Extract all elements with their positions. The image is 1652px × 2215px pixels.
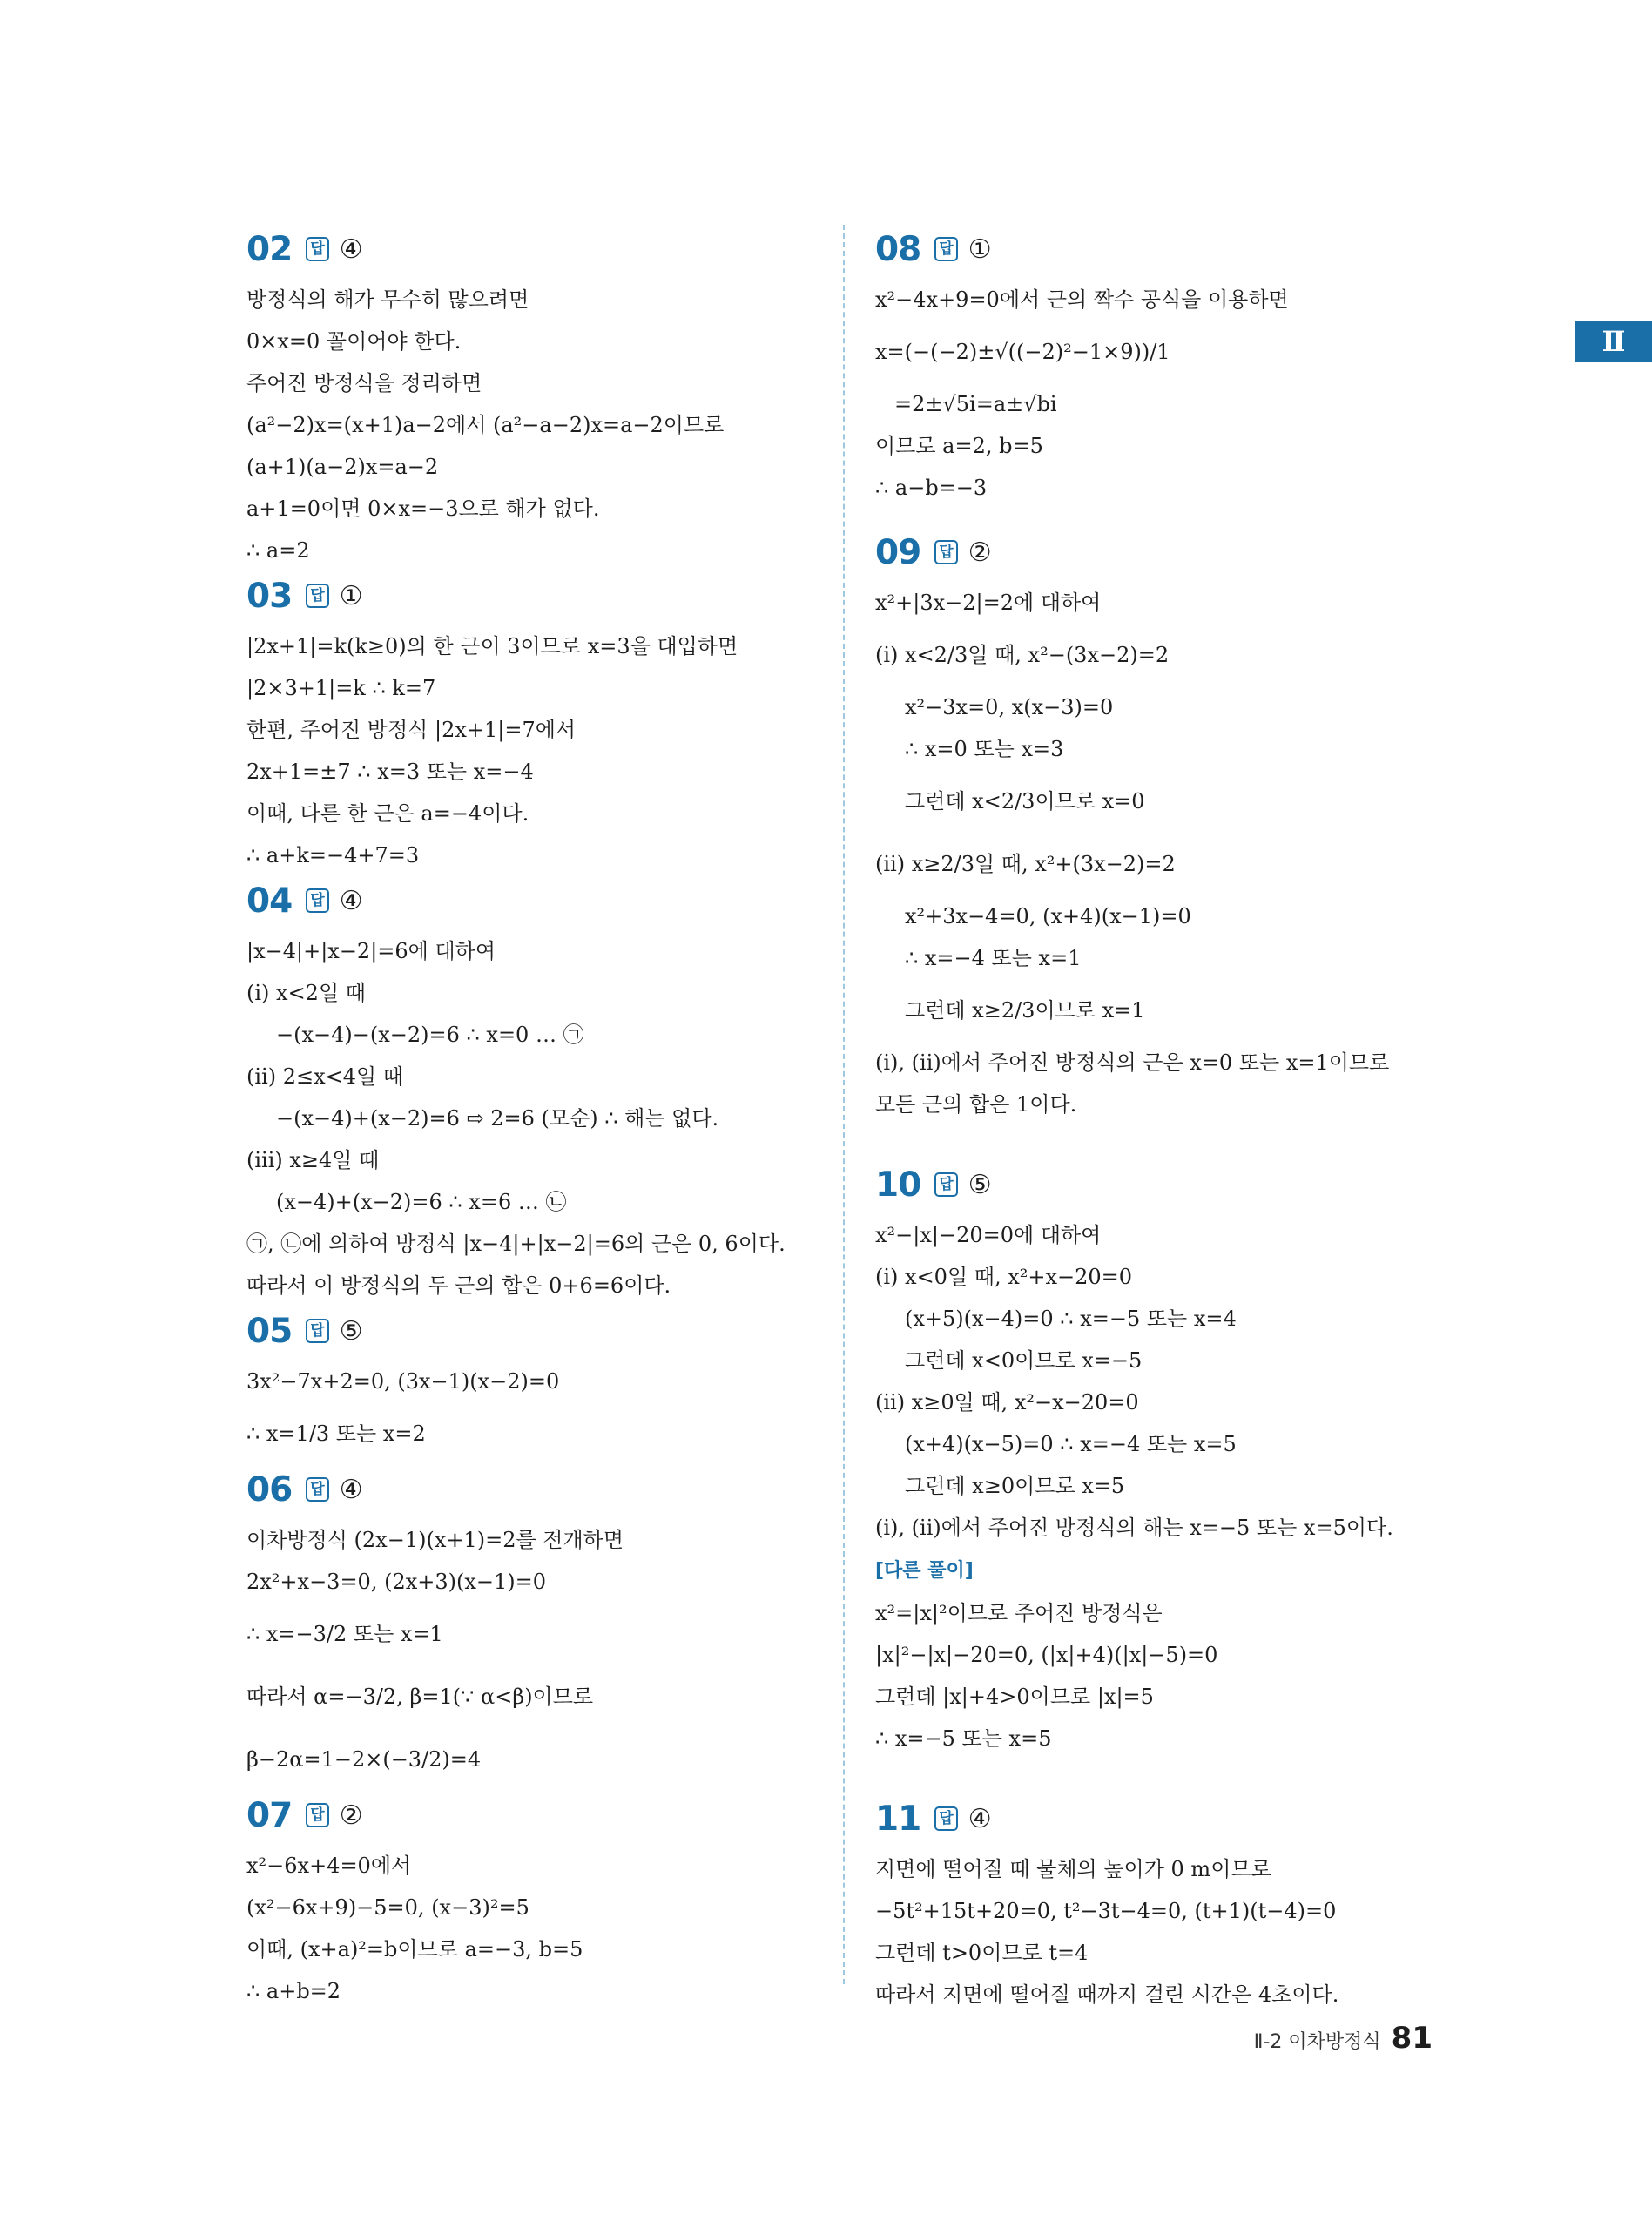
answer-badge: 답 <box>306 1319 328 1343</box>
solution-line: 한편, 주어진 방정식 |2x+1|=7에서 <box>246 718 577 742</box>
solution-line: 따라서 α=−3/2, β=1(∵ α<β)이므로 <box>246 1685 594 1709</box>
solution-line: 주어진 방정식을 정리하면 <box>246 371 482 395</box>
solution-line: (ⅲ) x≥4일 때 <box>246 1148 380 1172</box>
solution-line: 방정식의 해가 무수히 많으려면 <box>246 287 529 312</box>
problem-03 <box>246 571 813 876</box>
solution-line: −(x−4)−(x−2)=6 ∴ x=0 … ㉠ <box>276 1023 584 1047</box>
solution-line: (x²−6x+9)−5=0, (x−3)²=5 <box>246 1895 529 1920</box>
chapter-label: Ⅱ-2 이차방정식 <box>1253 2031 1381 2053</box>
left-column <box>246 225 813 2012</box>
answer-badge: 답 <box>306 237 328 261</box>
solution-line: (ⅰ) x<0일 때, x²+x−20=0 <box>875 1265 1133 1289</box>
answer-choice: ② <box>339 1800 363 1831</box>
problem-06 <box>246 1465 813 1791</box>
solution-line: x=(−(−2)±√((−2)²−1×9))/1 <box>875 340 1170 364</box>
answer-choice: ④ <box>339 233 363 265</box>
solution-line: (ⅱ) x≥2/3일 때, x²+(3x−2)=2 <box>875 852 1176 876</box>
problem-08 <box>875 225 1433 509</box>
solution-line: 따라서 이 방정식의 두 근의 합은 0+6=6이다. <box>246 1273 671 1298</box>
solution-line: |x−4|+|x−2|=6에 대하여 <box>246 939 496 963</box>
solution-line: |x|²−|x|−20=0, (|x|+4)(|x|−5)=0 <box>875 1643 1218 1667</box>
solution-line: 0×x=0 꼴이어야 한다. <box>246 329 462 354</box>
page-footer <box>1254 2021 1433 2056</box>
solution-line: 이때, (x+a)²=b이므로 a=−3, b=5 <box>246 1937 583 1962</box>
solution-line: (x−4)+(x−2)=6 ∴ x=6 … ㉡ <box>276 1190 567 1214</box>
answer-choice: ② <box>968 537 992 568</box>
solution-line: ∴ x=−5 또는 x=5 <box>875 1726 1052 1751</box>
alternate-solution-label: [다른 풀이] <box>875 1560 974 1582</box>
problem-09 <box>875 528 1433 1125</box>
solution-line: 그런데 t>0이므로 t=4 <box>875 1941 1089 1965</box>
solution-line: x²=|x|²이므로 주어진 방정식은 <box>875 1601 1163 1625</box>
solution-line: 그런데 x<2/3이므로 x=0 <box>905 789 1145 814</box>
solution-line: |2×3+1|=k ∴ k=7 <box>246 676 436 700</box>
solution-line: ㉠, ㉡에 의하여 방정식 |x−4|+|x−2|=6의 근은 0, 6이다. <box>246 1232 786 1256</box>
solution-line: −5t²+15t+20=0, t²−3t−4=0, (t+1)(t−4)=0 <box>875 1899 1337 1923</box>
answer-choice: ⑤ <box>968 1169 992 1200</box>
solution-line: x²+3x−4=0, (x+4)(x−1)=0 <box>905 904 1191 929</box>
solution-line: 3x²−7x+2=0, (3x−1)(x−2)=0 <box>246 1369 560 1394</box>
solution-line: 2x²+x−3=0, (2x+3)(x−1)=0 <box>246 1570 547 1594</box>
solution-line: x²−4x+9=0에서 근의 짝수 공식을 이용하면 <box>875 287 1289 312</box>
solution-line: 따라서 지면에 떨어질 때까지 걸린 시간은 4초이다. <box>875 1982 1339 2007</box>
solution-line: (ⅰ) x<2/3일 때, x²−(3x−2)=2 <box>875 643 1170 667</box>
answer-badge: 답 <box>306 888 328 913</box>
answer-choice: ① <box>339 580 363 611</box>
solution-line: ∴ x=0 또는 x=3 <box>905 737 1064 761</box>
solution-line: 2x+1=±7 ∴ x=3 또는 x=−4 <box>246 760 534 784</box>
solution-line: ∴ a+b=2 <box>246 1979 341 2003</box>
solution-line: (ⅱ) 2≤x<4일 때 <box>246 1064 403 1089</box>
problem-number: 11 <box>875 1799 921 1839</box>
problem-11 <box>875 1794 1433 2016</box>
problem-07 <box>246 1791 813 2012</box>
solution-line: x²+|3x−2|=2에 대하여 <box>875 591 1102 615</box>
solution-line: ∴ a=2 <box>246 538 310 563</box>
answer-choice: ④ <box>339 1474 363 1505</box>
solution-line: ∴ x=1/3 또는 x=2 <box>246 1422 426 1446</box>
solution-line: x²−3x=0, x(x−3)=0 <box>905 695 1114 719</box>
solution-line: 이때, 다른 한 근은 a=−4이다. <box>246 801 529 826</box>
column-divider <box>843 225 845 1984</box>
solution-line: 그런데 x≥2/3이므로 x=1 <box>905 998 1145 1023</box>
solution-line: 모든 근의 합은 1이다. <box>875 1092 1077 1117</box>
problem-02 <box>246 225 813 571</box>
answer-badge: 답 <box>306 1803 328 1827</box>
solution-line: ∴ a−b=−3 <box>875 476 988 500</box>
problem-number: 07 <box>246 1795 293 1835</box>
problem-number: 06 <box>246 1469 293 1509</box>
solution-line: (x+5)(x−4)=0 ∴ x=−5 또는 x=4 <box>905 1307 1237 1331</box>
problem-number: 08 <box>875 229 921 269</box>
answer-badge: 답 <box>306 584 328 608</box>
problem-number: 02 <box>246 229 293 269</box>
problem-04 <box>246 876 813 1307</box>
solution-line: (ⅰ), (ⅱ)에서 주어진 방정식의 근은 x=0 또는 x=1이므로 <box>875 1050 1390 1075</box>
solution-line: 지면에 떨어질 때 물체의 높이가 0 m이므로 <box>875 1857 1271 1881</box>
solution-line: =2±√5i=a±√bi <box>894 392 1057 416</box>
problem-number: 03 <box>246 576 293 616</box>
problem-number: 10 <box>875 1165 921 1205</box>
problem-number: 04 <box>246 881 293 921</box>
solution-line: (a+1)(a−2)x=a−2 <box>246 455 439 479</box>
solution-line: ∴ x=−4 또는 x=1 <box>905 946 1082 970</box>
solution-line: a+1=0이면 0×x=−3으로 해가 없다. <box>246 496 600 521</box>
solution-line: 그런데 x≥0이므로 x=5 <box>905 1474 1125 1498</box>
solution-line: 이므로 a=2, b=5 <box>875 434 1043 458</box>
answer-badge: 답 <box>934 540 957 564</box>
solution-line: x²−6x+4=0에서 <box>246 1854 412 1878</box>
solution-line: (x+4)(x−5)=0 ∴ x=−4 또는 x=5 <box>905 1432 1237 1456</box>
problem-number: 09 <box>875 532 921 572</box>
solution-line: |2x+1|=k(k≥0)의 한 근이 3이므로 x=3을 대입하면 <box>246 634 738 658</box>
solution-line: 이차방정식 (2x−1)(x+1)=2를 전개하면 <box>246 1528 624 1552</box>
answer-choice: ① <box>968 233 992 265</box>
solution-line: x²−|x|−20=0에 대하여 <box>875 1223 1102 1247</box>
answer-badge: 답 <box>934 1806 957 1831</box>
solution-line: (ⅰ) x<2일 때 <box>246 981 366 1005</box>
problem-05 <box>246 1307 813 1465</box>
solution-line: 그런데 |x|+4>0이므로 |x|=5 <box>875 1685 1154 1709</box>
problem-number: 05 <box>246 1311 293 1351</box>
answer-badge: 답 <box>934 237 957 261</box>
page-number: 81 <box>1391 2021 1433 2056</box>
answer-badge: 답 <box>934 1172 957 1197</box>
solution-line: (a²−2)x=(x+1)a−2에서 (a²−a−2)x=a−2이므로 <box>246 413 725 437</box>
answer-choice: ⑤ <box>339 1315 363 1347</box>
solution-line: ∴ x=−3/2 또는 x=1 <box>246 1622 443 1646</box>
problem-10 <box>875 1160 1433 1759</box>
solution-line: 그런데 x<0이므로 x=−5 <box>905 1348 1143 1373</box>
solution-line: β−2α=1−2×(−3/2)=4 <box>246 1747 482 1772</box>
answer-choice: ④ <box>339 885 363 916</box>
solution-line: (ⅱ) x≥0일 때, x²−x−20=0 <box>875 1390 1139 1415</box>
chapter-tab: Ⅱ <box>1575 321 1652 362</box>
solution-line: −(x−4)+(x−2)=6 ⇨ 2=6 (모순) ∴ 해는 없다. <box>276 1106 719 1131</box>
right-column <box>875 225 1433 2016</box>
solution-line: ∴ a+k=−4+7=3 <box>246 843 420 868</box>
solution-line: (ⅰ), (ⅱ)에서 주어진 방정식의 해는 x=−5 또는 x=5이다. <box>875 1516 1393 1540</box>
answer-choice: ④ <box>968 1803 992 1834</box>
answer-badge: 답 <box>306 1477 328 1502</box>
